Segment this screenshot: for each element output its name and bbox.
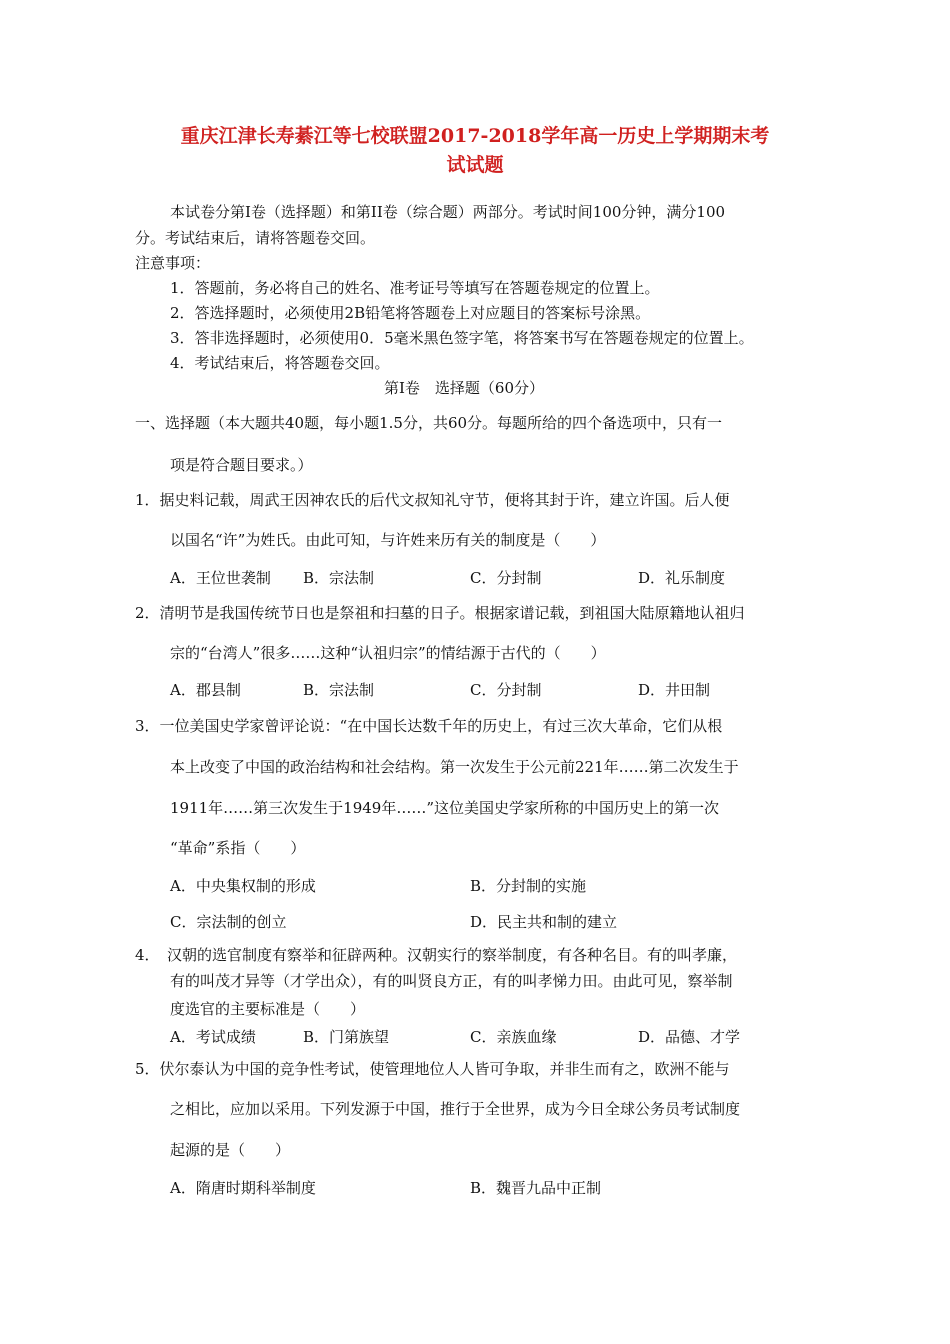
notice-item-1: 1．答题前，务必将自己的姓名、准考证号等填写在答题卷规定的位置上。 [170,279,660,297]
question-3-option-b: B．分封制的实施 [470,877,587,895]
part-one-instructions-line-2: 项是符合题目要求。） [170,456,313,474]
question-1-line-1: 1．据史料记载，周武王因神农氏的后代文叔知礼守节，便将其封于许，建立许国。后人便 [135,491,730,509]
question-2-option-b: B．宗法制 [303,681,375,699]
part-one-instructions-line-1: 一、选择题（本大题共40题，每小题1.5分，共60分。每题所给的四个备选项中，只有一 [135,414,723,432]
notice-heading: 注意事项： [135,254,211,272]
question-5-option-b: B．魏晋九品中正制 [470,1179,602,1197]
question-5-line-2: 之相比，应加以采用。下列发源于中国，推行于全世界，成为今日全球公务员考试制度 [170,1100,741,1118]
question-3-line-4: “革命”系指（ ） [170,839,306,857]
section-title: 第Ⅰ卷 选择题（60分） [384,379,545,397]
intro-paragraph-line-1: 本试卷分第Ⅰ卷（选择题）和第II卷（综合题）两部分。考试时间100分钟，满分100 [170,203,726,221]
title-line-2: 试试题 [446,154,504,176]
notice-item-3: 3．答非选择题时，必须使用0．5毫米黑色签字笔，将答案书写在答题卷规定的位置上。 [170,329,754,347]
question-1-line-2: 以国名“许”为姓氏。由此可知，与许姓来历有关的制度是（ ） [170,531,606,549]
question-3-option-d: D．民主共和制的建立 [470,913,618,931]
question-3-line-1: 3．一位美国史学家曾评论说：“在中国长达数千年的历史上，有过三次大革命，它们从根 [135,717,723,735]
intro-paragraph-line-2: 分。考试结束后，请将答题卷交回。 [135,229,376,247]
notice-item-4: 4．考试结束后，将答题卷交回。 [170,354,390,372]
question-2-option-c: C．分封制 [470,681,542,699]
question-4-option-d: D．品德、才学 [638,1028,741,1046]
question-2-line-1: 2．清明节是我国传统节日也是祭祖和扫墓的日子。根据家谱记载，到祖国大陆原籍地认祖归 [135,604,745,622]
question-1-option-d: D．礼乐制度 [638,569,726,587]
question-3-option-a: A．中央集权制的形成 [170,877,316,895]
question-3-line-3: 1911年……第三次发生于1949年……”这位美国史学家所称的中国历史上的第一次 [170,799,720,817]
question-1-option-b: B．宗法制 [303,569,375,587]
question-4-option-b: B．门第族望 [303,1028,390,1046]
question-2-line-2: 宗的“台湾人”很多……这种“认祖归宗”的情结源于古代的（ ） [170,644,606,662]
document-title [120,122,830,180]
question-4-option-a: A．考试成绩 [170,1028,256,1046]
question-3-line-2: 本上改变了中国的政治结构和社会结构。第一次发生于公元前221年……第二次发生于 [170,758,739,776]
notice-item-2: 2．答选择题时，必须使用2B铅笔将答题卷上对应题目的答案标号涂黑。 [170,304,651,322]
question-5-line-3: 起源的是（ ） [170,1141,291,1159]
question-4-line-1: 4． 汉朝的选官制度有察举和征辟两种。汉朝实行的察举制度，有各种名目。有的叫孝廉， [135,946,738,964]
question-2-option-d: D．井田制 [638,681,711,699]
question-5-line-1: 5．伏尔泰认为中国的竞争性考试，使管理地位人人皆可争取，并非生而有之，欧洲不能与 [135,1060,730,1078]
question-4-option-c: C．亲族血缘 [470,1028,557,1046]
question-3-option-c: C．宗法制的创立 [170,913,287,931]
question-5-option-a: A．隋唐时期科举制度 [170,1179,316,1197]
question-4-line-3: 度选官的主要标准是（ ） [170,1000,366,1018]
question-1-option-a: A．王位世袭制 [170,569,271,587]
question-1-option-c: C．分封制 [470,569,542,587]
question-4-line-2: 有的叫茂才异等（才学出众），有的叫贤良方正，有的叫孝悌力田。由此可见，察举制 [170,972,733,990]
question-2-option-a: A．郡县制 [170,681,241,699]
title-line-1: 重庆江津长寿綦江等七校联盟2017-2018学年高一历史上学期期末考 [180,125,770,147]
